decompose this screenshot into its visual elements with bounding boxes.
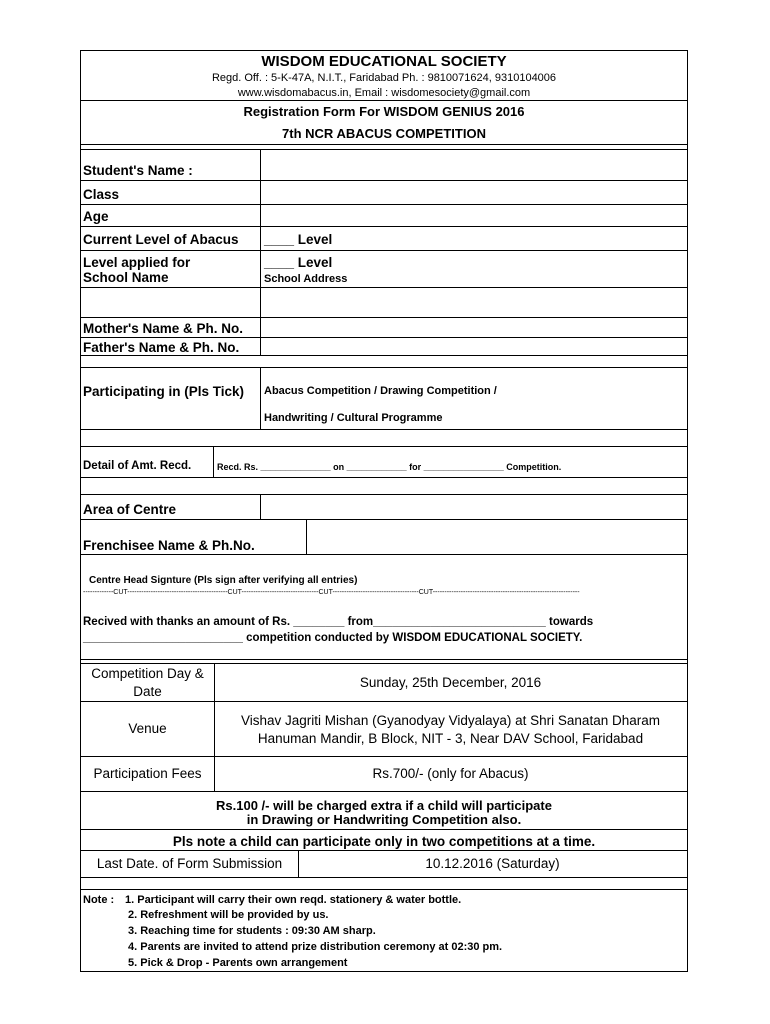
row-line xyxy=(81,791,687,792)
row-line xyxy=(81,367,687,368)
mother-label: Mother's Name & Ph. No. xyxy=(83,321,243,336)
extra-charge-line-2: in Drawing or Handwriting Competition also. xyxy=(246,812,522,827)
row-line xyxy=(81,494,687,495)
participating-options-2[interactable]: Handwriting / Cultural Programme xyxy=(264,412,443,424)
level-applied-label: Level applied for xyxy=(83,255,191,270)
venue-label: Venue xyxy=(128,721,167,736)
row-line xyxy=(81,180,687,181)
address-line: Regd. Off. : 5-K-47A, N.I.T., Faridabad Ph. : 9810071624, 9310104006 xyxy=(211,72,557,84)
row-line xyxy=(81,850,687,851)
row-line xyxy=(81,554,687,555)
father-label: Father's Name & Ph. No. xyxy=(83,340,240,355)
receipt-line-1: Recived with thanks an amount of Rs. ________ from___________________________ towards xyxy=(83,616,594,628)
org-name: WISDOM EDUCATIONAL SOCIETY xyxy=(261,53,507,70)
current-level-value[interactable]: ____ Level xyxy=(264,232,333,247)
level-applied-value[interactable]: ____ Level xyxy=(264,255,333,270)
amount-label: Detail of Amt. Recd. xyxy=(83,460,192,472)
cut-line: -------------CUT-------------------------------------------CUT---------------------------------CUT-------------------------------------CUT--------------------------------------------------------------- xyxy=(83,589,580,596)
age-label: Age xyxy=(83,209,109,224)
row-line xyxy=(81,877,687,878)
participation-limit-note: Pls note a child can participate only in two competitions at a time. xyxy=(172,834,596,849)
note-item: 1. Participant will carry their own reqd. stationery & water bottle. xyxy=(125,894,462,906)
row-line xyxy=(81,889,687,890)
last-date-value: 10.12.2016 (Saturday) xyxy=(425,856,560,871)
current-level-label: Current Level of Abacus xyxy=(83,232,239,247)
centre-head-signature-label: Centre Head Signture (Pls sign after verifying all entries) xyxy=(89,575,358,586)
row-line xyxy=(81,659,687,660)
last-date-label: Last Date. of Form Submission xyxy=(96,856,283,871)
row-line xyxy=(81,756,687,757)
row-line xyxy=(81,317,687,318)
fees-label: Participation Fees xyxy=(93,766,202,781)
row-line xyxy=(81,337,687,338)
school-name-label: School Name xyxy=(83,270,169,285)
note-item: 5. Pick & Drop - Parents own arrangement xyxy=(128,957,348,969)
franchisee-label: Frenchisee Name & Ph.No. xyxy=(83,538,255,553)
row-line xyxy=(81,519,687,520)
column-divider xyxy=(306,519,307,554)
column-divider xyxy=(260,367,261,429)
note-item: 3. Reaching time for students : 09:30 AM sharp. xyxy=(128,925,376,937)
row-line xyxy=(81,446,687,447)
fees-value: Rs.700/- (only for Abacus) xyxy=(372,766,529,781)
note-item: 2. Refreshment will be provided by us. xyxy=(128,909,329,921)
divider xyxy=(81,100,687,101)
row-line xyxy=(81,429,687,430)
venue-line-1: Vishav Jagriti Mishan (Gyanodyay Vidyalaya) at Shri Sanatan Dharam xyxy=(241,713,660,728)
row-line xyxy=(81,355,687,356)
extra-charge-line-1: Rs.100 /- will be charged extra if a child will participate xyxy=(216,798,552,813)
amount-value: Recd. Rs. ______________ on ____________ for ________________ Competition. xyxy=(217,462,562,472)
receipt-line-2: _________________________ competition conducted by WISDOM EDUCATIONAL SOCIETY. xyxy=(83,632,583,644)
class-label: Class xyxy=(83,187,120,202)
participating-options-1[interactable]: Abacus Competition / Drawing Competition / xyxy=(264,385,497,397)
school-address-label: School Address xyxy=(264,273,348,285)
row-line xyxy=(81,287,687,288)
area-centre-label: Area of Centre xyxy=(83,502,177,517)
row-line xyxy=(81,663,687,664)
venue-line-2: Hanuman Mandir, B Block, NIT - 3, Near DAV School, Faridabad xyxy=(257,731,644,746)
registration-form xyxy=(80,50,688,972)
row-line xyxy=(81,250,687,251)
note-item: 4. Parents are invited to attend prize distribution ceremony at 02:30 pm. xyxy=(128,941,503,953)
row-line xyxy=(81,701,687,702)
competition-title: 7th NCR ABACUS COMPETITION xyxy=(282,126,486,141)
divider xyxy=(81,144,687,145)
form-title: Registration Form For WISDOM GENIUS 2016 xyxy=(243,104,525,119)
row-line xyxy=(81,477,687,478)
divider xyxy=(81,149,687,150)
row-line xyxy=(81,204,687,205)
day-label: Competition Day & Date xyxy=(91,666,204,699)
participating-label: Participating in (Pls Tick) xyxy=(83,384,245,399)
web-line: www.wisdomabacus.in, Email : wisdomesociety@gmail.com xyxy=(237,87,531,99)
column-divider xyxy=(213,446,214,477)
day-value: Sunday, 25th December, 2016 xyxy=(359,675,542,690)
row-line xyxy=(81,829,687,830)
note-prefix: Note : xyxy=(83,894,115,906)
student-name-label: Student's Name : xyxy=(83,163,193,178)
column-divider xyxy=(260,494,261,519)
row-line xyxy=(81,226,687,227)
